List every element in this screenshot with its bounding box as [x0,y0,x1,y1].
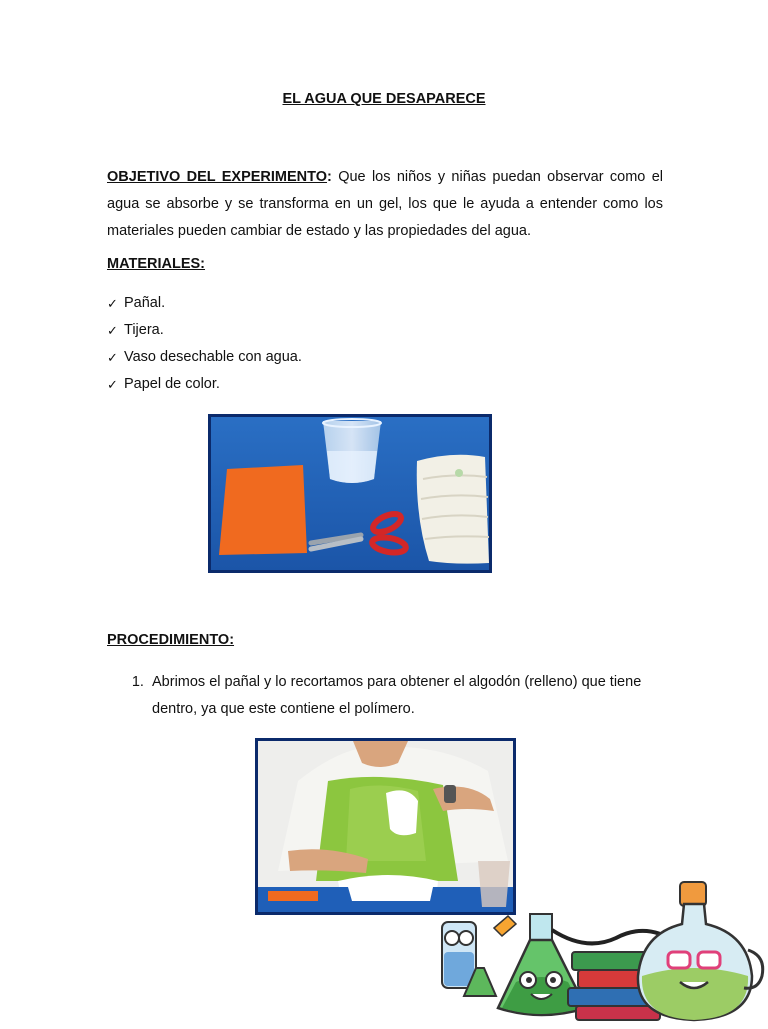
materials-photo-image [211,417,489,570]
materials-photo [208,414,492,573]
materials-list [107,290,302,398]
orange-paper-shape [219,465,307,555]
materials-heading: MATERIALES: [107,256,206,272]
list-item [107,669,663,723]
checkmark-icon: ✓ [107,350,118,365]
procedure-heading: PROCEDIMIENTO: [107,632,235,648]
material-label: Papel de color. [124,376,220,392]
material-label: Vaso desechable con agua. [124,349,302,365]
checkmark-icon: ✓ [107,377,118,392]
objective-text: Que los niños y niñas puedan observar como el agua se absorbe y se transforma en un gel, los que le ayuda a entender como los materiales pueden cambiar de estado y las propiedades del agua. [107,169,663,239]
material-label: Tijera. [124,322,164,338]
document-title: EL AGUA QUE DESAPARECE [282,91,486,107]
procedure-steps [107,669,663,723]
checkmark-icon: ✓ [107,296,118,311]
objective-colon: : [327,169,332,185]
list-item [107,317,302,344]
step-text: Abrimos el pañal y lo recortamos para obtener el algodón (relleno) que tiene dentro, ya que este contiene el polímero. [152,674,642,717]
list-item [107,344,302,371]
list-item [107,371,302,398]
checkmark-icon: ✓ [107,323,118,338]
step-number [107,669,152,723]
list-item [107,290,302,317]
diaper-shape [417,455,489,564]
step-number-text: 1. [131,674,144,690]
lab-clipart-image [436,872,768,1024]
objective-paragraph [107,164,663,245]
lab-clipart [436,872,768,1029]
objective-label: OBJETIVO DEL EXPERIMENTO [107,169,328,185]
material-label: Pañal. [124,295,166,311]
